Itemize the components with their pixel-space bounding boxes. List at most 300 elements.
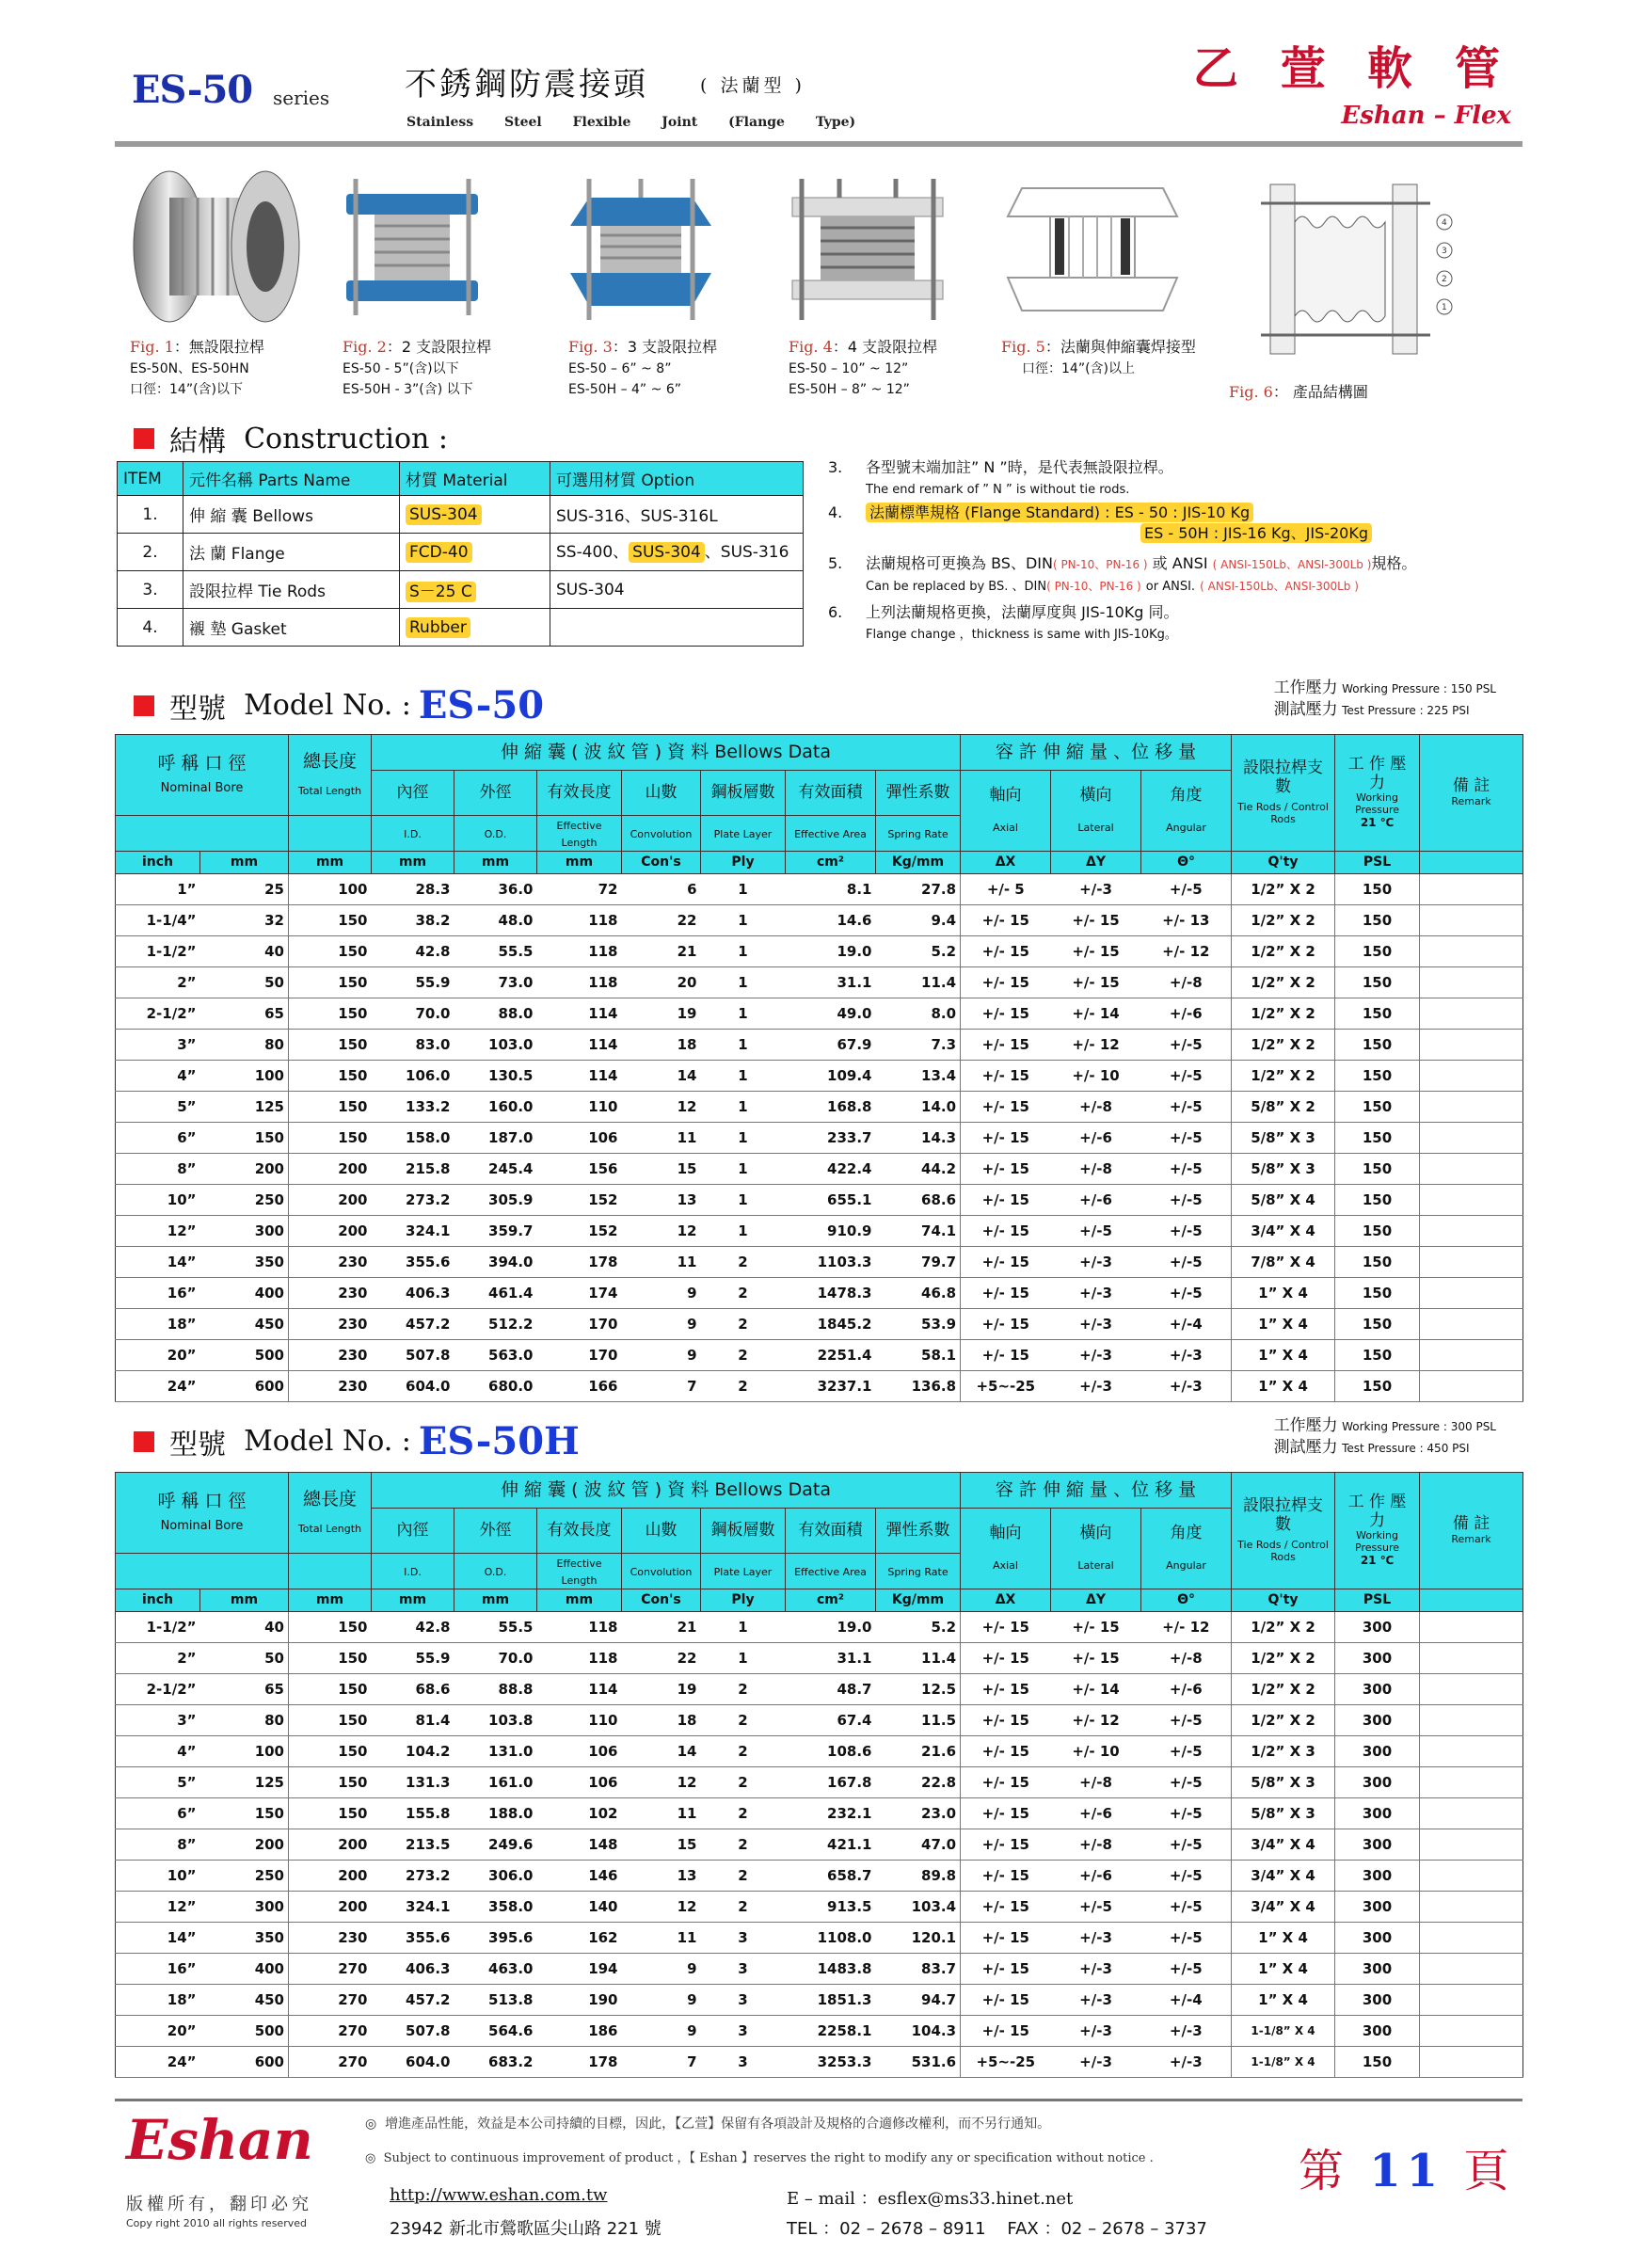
- table-cell: +/-5: [1141, 1029, 1232, 1060]
- table-cell: +/-5: [1141, 1766, 1232, 1797]
- table-cell: +/-6: [1141, 998, 1232, 1029]
- hdr-ply: 鋼板層數: [701, 1509, 786, 1554]
- table-cell: 38.2: [372, 904, 454, 935]
- table-cell: 1” X 4: [1232, 1370, 1335, 1401]
- table-cell: 457.2: [372, 1308, 454, 1339]
- table-cell: 130.5: [454, 1060, 537, 1091]
- table-cell: 9: [622, 1339, 701, 1370]
- model-code: ES-50: [132, 68, 253, 112]
- table-cell: 2251.4: [786, 1339, 876, 1370]
- table-cell: 457.2: [372, 1984, 454, 2015]
- fig3-label: Fig. 3: [568, 338, 613, 356]
- table-cell: 14”: [116, 1922, 200, 1953]
- table-row: [116, 1060, 1523, 1091]
- table-cell: 170: [537, 1308, 622, 1339]
- table-cell: +/-8: [1051, 1091, 1141, 1122]
- table-cell: 1: [701, 1215, 786, 1246]
- table-cell: 150: [289, 1766, 372, 1797]
- table-cell: 28.3: [372, 873, 454, 904]
- fig3-image: [561, 160, 721, 334]
- table-cell: +/-3: [1141, 1370, 1232, 1401]
- table-cell: 1-1/8” X 4: [1232, 2046, 1335, 2077]
- table-cell: 100: [200, 1735, 289, 1766]
- table-cell: 150: [1335, 1215, 1420, 1246]
- table-cell: +/- 15: [961, 1122, 1051, 1153]
- table-cell: 36.0: [454, 873, 537, 904]
- table-cell: 114: [537, 998, 622, 1029]
- note-5: 5. 法蘭規格可更換為 BS、DIN( PN-10、PN-16 ) 或 ANSI ( ANSI-150Lb、ANSI-300Lb )規格。 Can be replaced by BS. 、DIN( PN-10、PN-16 ) or ANSI. ( ANSI-150Lb、ANSI-300Lb ): [828, 554, 1417, 594]
- table-cell: +/-5: [1141, 1277, 1232, 1308]
- table-cell: 1483.8: [786, 1953, 876, 1984]
- table-cell: 19.0: [786, 1611, 876, 1642]
- table-cell: 150: [1335, 966, 1420, 998]
- es50h-heading: 型號 Model No. : ES-50H: [134, 1419, 580, 1463]
- table-cell: +/- 15: [961, 1153, 1051, 1184]
- table-cell: 300: [1335, 1860, 1420, 1891]
- table-cell: 300: [1335, 1891, 1420, 1922]
- address: 23942 新北市鶯歌區尖山路 221 號: [390, 2219, 662, 2239]
- table-cell: 394.0: [454, 1246, 537, 1277]
- table-row: [116, 1277, 1523, 1308]
- table-cell: 16”: [116, 1277, 200, 1308]
- table-cell: 300: [1335, 2015, 1420, 2046]
- table-cell: 166: [537, 1370, 622, 1401]
- unit-cell: mm: [372, 851, 454, 873]
- table-cell: 152: [537, 1184, 622, 1215]
- hdr-remark: 備 註 Remark: [1420, 735, 1523, 852]
- table-cell: 31.1: [786, 966, 876, 998]
- table-cell: +/- 15: [961, 1246, 1051, 1277]
- table-cell: 200: [289, 1215, 372, 1246]
- table-cell: 10”: [116, 1184, 200, 1215]
- table-cell: +/- 15: [961, 1735, 1051, 1766]
- unit-cell: PSL: [1335, 1589, 1420, 1611]
- table-cell: 150: [1335, 1339, 1420, 1370]
- table-cell: +/- 15: [961, 935, 1051, 966]
- table-cell: 200: [289, 1184, 372, 1215]
- table-cell: 1/2” X 2: [1232, 966, 1335, 998]
- table-cell: 6: [622, 873, 701, 904]
- table-cell: 5/8” X 3: [1232, 1153, 1335, 1184]
- table-cell: +/-5: [1141, 1153, 1232, 1184]
- notice-zh: ◎ 增進產品性能，效益是本公司持續的目標，因此，【乙萱】保留有各項設計及規格的合適修改權利，而不另行通知。: [365, 2116, 1051, 2132]
- table-cell: 53.9: [876, 1308, 961, 1339]
- table-cell: 422.4: [786, 1153, 876, 1184]
- table-cell: 88.0: [454, 998, 537, 1029]
- table-cell: +/-5: [1051, 1215, 1141, 1246]
- table-cell: 270: [289, 1953, 372, 1984]
- table-cell: 146: [537, 1860, 622, 1891]
- hdr-sr-en: Spring Rate: [876, 816, 961, 852]
- table-cell: 100: [289, 873, 372, 904]
- table-cell: 232.1: [786, 1797, 876, 1829]
- table-cell: 118: [537, 904, 622, 935]
- table-cell: 680.0: [454, 1370, 537, 1401]
- table-cell: 22: [622, 1642, 701, 1673]
- table-cell: 1-1/2”: [116, 1611, 200, 1642]
- table-cell: +/-3: [1051, 873, 1141, 904]
- copyright-en: Copy right 2010 all rights reserved: [126, 2217, 307, 2229]
- hdr-length: 總長度 Total Length: [289, 735, 372, 816]
- hdr-bellows: 伸 縮 囊 ( 波 紋 管 ) 資 料 Bellows Data: [372, 1473, 961, 1509]
- table-cell: 3: [701, 1984, 786, 2015]
- table-cell: [1420, 1370, 1523, 1401]
- table-cell: 300: [1335, 1673, 1420, 1704]
- table-cell: 507.8: [372, 1339, 454, 1370]
- es50-pressure: 工作壓力 Working Pressure : 150 PSL 測試壓力 Test Pressure : 225 PSI: [1273, 679, 1496, 719]
- unit-cell: ΔX: [961, 851, 1051, 873]
- table-cell: 1: [701, 1153, 786, 1184]
- table-cell: 150: [1335, 1091, 1420, 1122]
- table-cell: 8”: [116, 1829, 200, 1860]
- table-cell: 150: [1335, 1308, 1420, 1339]
- table-cell: 512.2: [454, 1308, 537, 1339]
- table-cell: 140: [537, 1891, 622, 1922]
- hdr-id: 內徑: [372, 771, 454, 816]
- table-cell: 3/4” X 4: [1232, 1891, 1335, 1922]
- table-cell: 110: [537, 1704, 622, 1735]
- table-cell: 658.7: [786, 1860, 876, 1891]
- table-row: [116, 935, 1523, 966]
- es50h-table: [115, 1472, 1523, 2078]
- fig2-image: [337, 160, 487, 334]
- fig6-caption: Fig. 6： 產品結構圖: [1229, 383, 1368, 401]
- table-cell: [1420, 935, 1523, 966]
- table-cell: 2: [701, 1308, 786, 1339]
- table-cell: 14: [622, 1060, 701, 1091]
- hdr-el: 有效長度: [537, 1509, 622, 1554]
- table-cell: +/- 15: [961, 1953, 1051, 1984]
- table-cell: 2-1/2”: [116, 998, 200, 1029]
- table-cell: 6”: [116, 1122, 200, 1153]
- table-cell: [1420, 1029, 1523, 1060]
- table-cell: 1: [701, 873, 786, 904]
- table-cell: 150: [289, 1704, 372, 1735]
- table-cell: 400: [200, 1277, 289, 1308]
- hdr-conv: 山數: [622, 1509, 701, 1554]
- table-cell: 1/2” X 2: [1232, 998, 1335, 1029]
- table-cell: 13.4: [876, 1060, 961, 1091]
- table-cell: 83.0: [372, 1029, 454, 1060]
- table-cell: 150: [1335, 904, 1420, 935]
- table-cell: 114: [537, 1673, 622, 1704]
- table-cell: +/- 15: [1051, 1642, 1141, 1673]
- table-row: [116, 1184, 1523, 1215]
- table-cell: 406.3: [372, 1277, 454, 1308]
- unit-cell: mm: [454, 1589, 537, 1611]
- table-cell: 131.0: [454, 1735, 537, 1766]
- table-cell: 2”: [116, 1642, 200, 1673]
- bullet-square-icon: [134, 695, 154, 716]
- es50h-table-body: [116, 1611, 1523, 2077]
- table-cell: 156: [537, 1153, 622, 1184]
- table-cell: 200: [200, 1829, 289, 1860]
- table-cell: +/- 15: [1051, 935, 1141, 966]
- fig4-label: Fig. 4: [789, 338, 833, 356]
- table-cell: 300: [1335, 1766, 1420, 1797]
- table-row: [116, 1091, 1523, 1122]
- unit-cell: mm: [537, 851, 622, 873]
- table-cell: 19: [622, 998, 701, 1029]
- table-cell: 150: [289, 1029, 372, 1060]
- table-cell: +/-3: [1051, 1339, 1141, 1370]
- table-cell: 150: [1335, 1153, 1420, 1184]
- table-cell: 50: [200, 1642, 289, 1673]
- table-cell: [1420, 873, 1523, 904]
- table-cell: 170: [537, 1339, 622, 1370]
- table-cell: +/- 15: [961, 1611, 1051, 1642]
- table-cell: 200: [289, 1153, 372, 1184]
- table-cell: [1420, 1246, 1523, 1277]
- table-cell: 150: [1335, 1029, 1420, 1060]
- table-cell: 355.6: [372, 1246, 454, 1277]
- table-cell: 3253.3: [786, 2046, 876, 2077]
- table-row: [116, 1922, 1523, 1953]
- table-cell: 12: [622, 1215, 701, 1246]
- unit-cell: Con's: [622, 1589, 701, 1611]
- table-cell: 421.1: [786, 1829, 876, 1860]
- hdr-id: 內徑: [372, 1509, 454, 1554]
- table-cell: [1420, 1891, 1523, 1922]
- svg-text:3: 3: [1442, 247, 1447, 256]
- hdr-id-en: I.D.: [372, 1554, 454, 1589]
- table-cell: 14.0: [876, 1091, 961, 1122]
- table-cell: 12.5: [876, 1673, 961, 1704]
- fig2-label: Fig. 2: [343, 338, 387, 356]
- table-row: [116, 1704, 1523, 1735]
- table-cell: 25: [200, 873, 289, 904]
- table-cell: 2: [701, 1797, 786, 1829]
- table-cell: +/- 12: [1051, 1029, 1141, 1060]
- table-cell: 18: [622, 1704, 701, 1735]
- fig1-caption: Fig. 1：無設限拉桿 ES-50N、ES-50HN 口徑：14”(含)以下: [130, 338, 264, 397]
- table-cell: 55.5: [454, 935, 537, 966]
- bullet-square-icon: [134, 428, 154, 449]
- table-cell: [1420, 2046, 1523, 2077]
- unit-cell: mm: [289, 851, 372, 873]
- table-cell: [1420, 1060, 1523, 1091]
- table-cell: 1845.2: [786, 1308, 876, 1339]
- table-cell: +/-8: [1051, 1153, 1141, 1184]
- hdr-ea: 有效面積: [786, 771, 876, 816]
- table-cell: 167.8: [786, 1766, 876, 1797]
- table-cell: 125: [200, 1766, 289, 1797]
- table-cell: 150: [1335, 1246, 1420, 1277]
- table-cell: 564.6: [454, 2015, 537, 2046]
- table-cell: 160.0: [454, 1091, 537, 1122]
- es50-table-head: [116, 735, 1523, 874]
- table-cell: +/-6: [1051, 1184, 1141, 1215]
- table-cell: 23.0: [876, 1797, 961, 1829]
- table-cell: 18: [622, 1029, 701, 1060]
- table-cell: +5~-25: [961, 1370, 1051, 1401]
- table-row: [116, 873, 1523, 904]
- table-row: [116, 1308, 1523, 1339]
- table-cell: 42.8: [372, 935, 454, 966]
- hdr-od-en: O.D.: [454, 816, 537, 852]
- table-cell: 150: [1335, 1277, 1420, 1308]
- fig5-caption: Fig. 5：法蘭與伸縮囊焊接型 口徑：14”(含)以上: [1001, 338, 1196, 376]
- table-cell: 178: [537, 1246, 622, 1277]
- table-cell: 106: [537, 1122, 622, 1153]
- table-cell: +/- 15: [1051, 1611, 1141, 1642]
- table-row: [116, 966, 1523, 998]
- table-cell: 131.3: [372, 1766, 454, 1797]
- table-row: [116, 1122, 1523, 1153]
- table-cell: 118: [537, 935, 622, 966]
- table-cell: 15: [622, 1829, 701, 1860]
- table-cell: 15: [622, 1153, 701, 1184]
- hdr-ea-en: Effective Area: [786, 816, 876, 852]
- table-row: [116, 904, 1523, 935]
- note-3: 3. 各型號末端加註” N ”時，是代表無設限拉桿。 The end remark of ” N ” is without tie rods.: [828, 458, 1173, 497]
- table-cell: 5/8” X 2: [1232, 1091, 1335, 1122]
- table-cell: 32: [200, 904, 289, 935]
- table-cell: 18”: [116, 1984, 200, 2015]
- table-cell: 14.6: [786, 904, 876, 935]
- unit-cell: Kg/mm: [876, 851, 961, 873]
- table-cell: 21: [622, 935, 701, 966]
- table-cell: 150: [289, 1091, 372, 1122]
- table-row: [116, 1611, 1523, 1642]
- table-cell: [1420, 1339, 1523, 1370]
- table-cell: 1” X 4: [1232, 1953, 1335, 1984]
- hdr-el: 有效長度: [537, 771, 622, 816]
- table-cell: +/- 12: [1051, 1704, 1141, 1735]
- table-cell: +/-5: [1141, 1922, 1232, 1953]
- table-cell: +/-3: [1051, 1953, 1141, 1984]
- table-cell: +/-5: [1141, 1860, 1232, 1891]
- table-cell: 150: [289, 1122, 372, 1153]
- table-cell: 20”: [116, 2015, 200, 2046]
- table-cell: +/- 15: [961, 1308, 1051, 1339]
- page-title-sub: ( 法蘭型 ): [700, 75, 805, 96]
- table-cell: 300: [200, 1215, 289, 1246]
- table-cell: 2: [701, 1339, 786, 1370]
- circle-bullet-icon: ◎: [365, 2151, 376, 2165]
- table-row: [116, 1642, 1523, 1673]
- table-cell: 270: [289, 2046, 372, 2077]
- table-cell: 83.7: [876, 1953, 961, 1984]
- table-cell: 1-1/8” X 4: [1232, 2015, 1335, 2046]
- table-cell: 150: [289, 1642, 372, 1673]
- table-cell: 450: [200, 1984, 289, 2015]
- table-cell: 150: [1335, 1370, 1420, 1401]
- table-cell: 72: [537, 873, 622, 904]
- table-cell: 136.8: [876, 1370, 961, 1401]
- table-row: [116, 1829, 1523, 1860]
- table-row: [116, 1215, 1523, 1246]
- table-row: [116, 1797, 1523, 1829]
- fig5-image: [1003, 160, 1182, 334]
- table-cell: +/- 15: [1051, 966, 1141, 998]
- table-cell: +/-5: [1141, 1891, 1232, 1922]
- col-option: 可選用材質 Option: [550, 462, 804, 496]
- table-cell: 70.0: [372, 998, 454, 1029]
- table-cell: 150: [289, 1611, 372, 1642]
- table-cell: 300: [1335, 1829, 1420, 1860]
- table-cell: +/-3: [1051, 1308, 1141, 1339]
- page-number: 第 11 頁: [1299, 2145, 1515, 2197]
- table-cell: 1” X 4: [1232, 1922, 1335, 1953]
- hdr-ax: 軸向 Axial: [961, 1509, 1051, 1589]
- table-cell: 103.8: [454, 1704, 537, 1735]
- table-row: [116, 1891, 1523, 1922]
- table-cell: 18”: [116, 1308, 200, 1339]
- table-cell: 3237.1: [786, 1370, 876, 1401]
- table-cell: 3/4” X 4: [1232, 1829, 1335, 1860]
- table-cell: 1: [701, 998, 786, 1029]
- table-cell: 450: [200, 1308, 289, 1339]
- table-cell: +/-3: [1051, 2046, 1141, 2077]
- table-cell: +/- 15: [961, 1277, 1051, 1308]
- table-cell: +/-5: [1051, 1891, 1141, 1922]
- table-cell: [1420, 2015, 1523, 2046]
- hdr-pressure: 工 作 壓 力 Working Pressure 21 ℃: [1335, 1473, 1420, 1589]
- table-cell: 1108.0: [786, 1922, 876, 1953]
- table-row: [116, 1860, 1523, 1891]
- unit-cell: cm²: [786, 1589, 876, 1611]
- table-cell: 1-1/2”: [116, 935, 200, 966]
- table-cell: 10”: [116, 1860, 200, 1891]
- table-cell: [1420, 1704, 1523, 1735]
- table-cell: +/- 15: [961, 1891, 1051, 1922]
- fig4-caption: Fig. 4：4 支設限拉桿 ES-50 – 10” ~ 12” ES-50H – 8” ~ 12”: [789, 338, 938, 397]
- unit-cell: [1420, 851, 1523, 873]
- unit-cell: Kg/mm: [876, 1589, 961, 1611]
- table-cell: 8”: [116, 1153, 200, 1184]
- table-cell: 22.8: [876, 1766, 961, 1797]
- table-cell: +/- 15: [961, 2015, 1051, 2046]
- table-cell: [1420, 1766, 1523, 1797]
- table-cell: [1420, 1829, 1523, 1860]
- table-cell: 2: [701, 1829, 786, 1860]
- fig1-label: Fig. 1: [130, 338, 174, 356]
- table-cell: 350: [200, 1922, 289, 1953]
- website-link[interactable]: http://www.eshan.com.tw: [390, 2185, 608, 2205]
- table-cell: 9.4: [876, 904, 961, 935]
- table-cell: 174: [537, 1277, 622, 1308]
- table-cell: 324.1: [372, 1891, 454, 1922]
- table-cell: 68.6: [876, 1184, 961, 1215]
- table-cell: 300: [1335, 1922, 1420, 1953]
- table-cell: 55.9: [372, 1642, 454, 1673]
- table-cell: 4”: [116, 1060, 200, 1091]
- page-title: 不銹鋼防震接頭: [405, 66, 648, 104]
- table-cell: 150: [289, 935, 372, 966]
- table-cell: +/-5: [1141, 1829, 1232, 1860]
- table-cell: +/- 15: [1051, 904, 1141, 935]
- table-cell: +/-3: [1051, 1246, 1141, 1277]
- table-cell: 230: [289, 1308, 372, 1339]
- table-cell: +/-5: [1141, 1953, 1232, 1984]
- table-cell: +/-8: [1141, 966, 1232, 998]
- table-cell: +/- 15: [961, 904, 1051, 935]
- table-row: [116, 1029, 1523, 1060]
- table-cell: 273.2: [372, 1184, 454, 1215]
- table-cell: 230: [289, 1277, 372, 1308]
- table-cell: 600: [200, 2046, 289, 2077]
- table-cell: 1/2” X 2: [1232, 1029, 1335, 1060]
- table-cell: 463.0: [454, 1953, 537, 1984]
- table-cell: 2: [701, 1277, 786, 1308]
- table-cell: 273.2: [372, 1860, 454, 1891]
- table-cell: 12”: [116, 1215, 200, 1246]
- unit-cell: [1420, 1589, 1523, 1611]
- unit-cell: inch: [116, 1589, 200, 1611]
- table-cell: 150: [1335, 1122, 1420, 1153]
- table-cell: 55.5: [454, 1611, 537, 1642]
